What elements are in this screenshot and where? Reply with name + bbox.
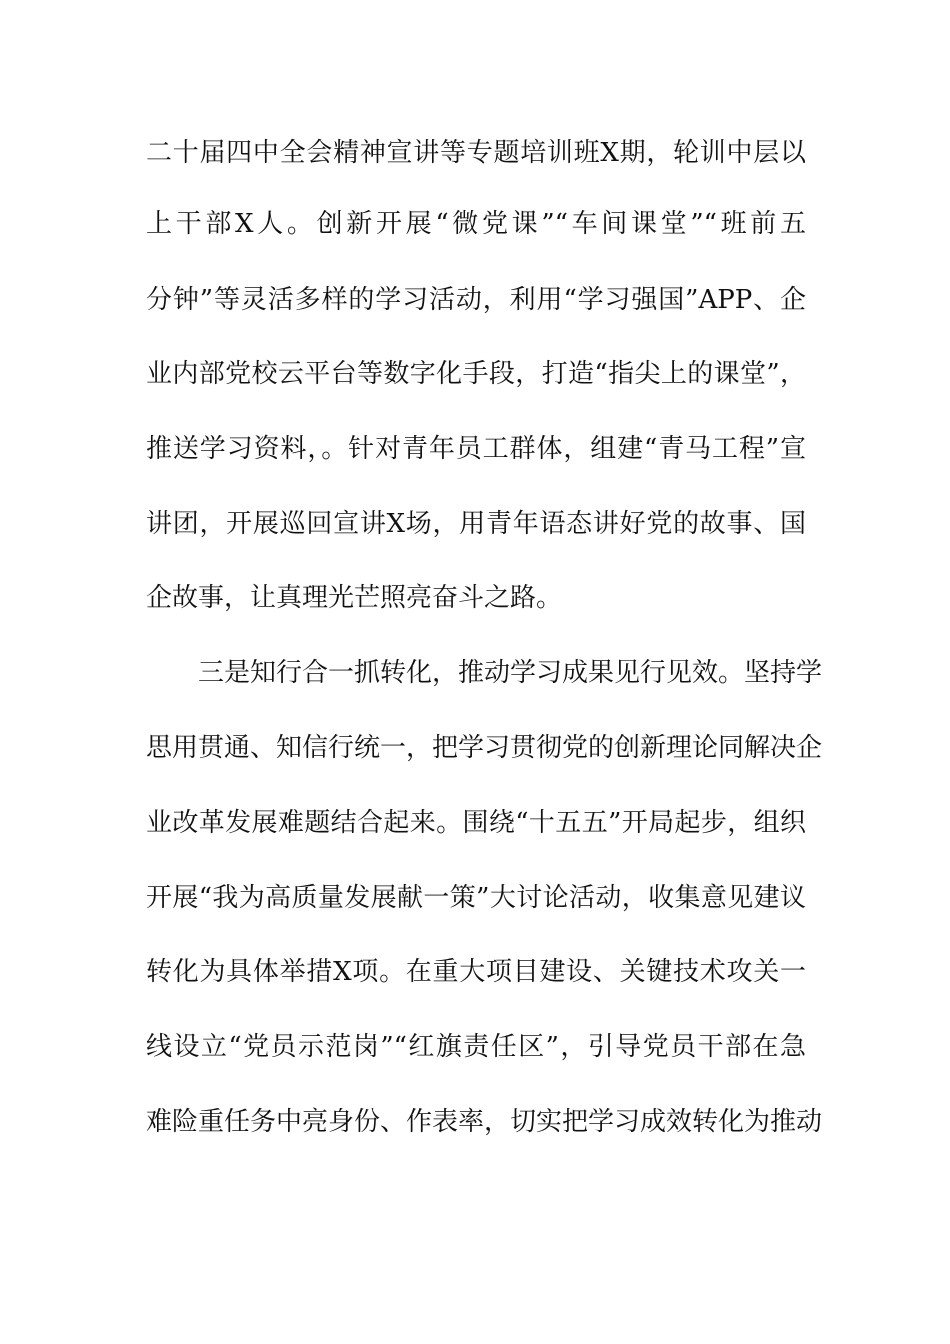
text-line: 难险重任务中亮身份、作表率，切实把学习成效转化为推动	[146, 1107, 823, 1137]
text-line: 业改革发展难题结合起来。围绕“十五五”开局起步，组织	[146, 808, 806, 838]
text-line: 推送学习资料，。针对青年员工群体，组建“青马工程”宣	[146, 434, 806, 464]
text-line: 业内部党校云平台等数字化手段，打造“指尖上的课堂”，	[146, 359, 806, 389]
text-line-indented: 三是知行合一抓转化，推动学习成果见行见效。坚持学	[198, 658, 823, 688]
text-line: 企故事，让真理光芒照亮奋斗之路。	[146, 583, 563, 613]
text-line: 上干部X人。创新开展“微党课”“车间课堂”“班前五	[146, 209, 806, 239]
text-line: 开展“我为高质量发展献一策”大讨论活动，收集意见建议	[146, 883, 806, 913]
text-line: 分钟”等灵活多样的学习活动，利用“学习强国”APP、企	[146, 285, 806, 315]
text-line: 讲团，开展巡回宣讲X场，用青年语态讲好党的故事、国	[146, 509, 806, 539]
text-line: 转化为具体举措X项。在重大项目建设、关键技术攻关一	[146, 957, 806, 987]
text-line: 二十届四中全会精神宣讲等专题培训班X期，轮训中层以	[146, 138, 806, 168]
text-line: 线设立“党员示范岗”“红旗责任区”，引导党员干部在急	[146, 1032, 806, 1062]
text-line: 思用贯通、知信行统一，把学习贯彻党的创新理论同解决企	[146, 733, 823, 763]
